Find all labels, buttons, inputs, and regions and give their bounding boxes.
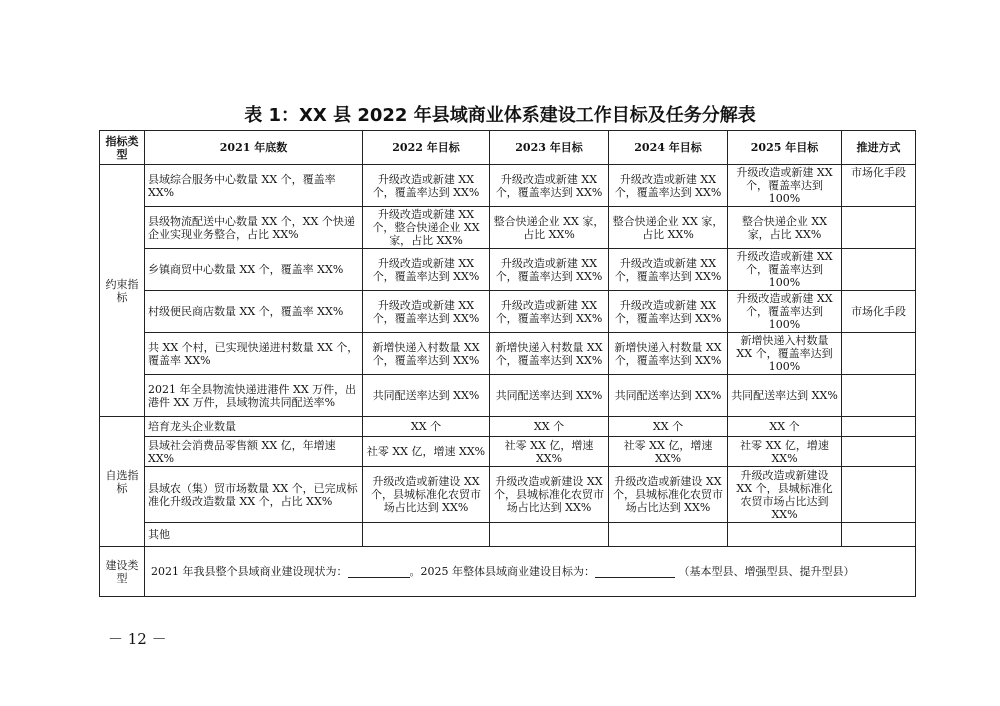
cell-2023 <box>490 523 609 547</box>
cell-2022: 升级改造或新建 XX 个，整合快递企业 XX 家，占比 XX% <box>363 207 490 249</box>
table-row <box>100 165 916 207</box>
cell-2022: 共同配送率达到 XX% <box>363 375 490 417</box>
cell-method: 市场化手段 <box>842 291 916 333</box>
cell-base: 乡镇商贸中心数量 XX 个，覆盖率 XX% <box>145 249 363 291</box>
table-row <box>100 375 916 417</box>
cell-2024: 整合快递企业 XX 家，占比 XX% <box>609 207 728 249</box>
cell-method: 市场化手段 <box>842 165 916 207</box>
cell-2022: 升级改造或新建 XX 个，覆盖率达到 XX% <box>363 165 490 207</box>
cell-2022: XX 个 <box>363 417 490 437</box>
cell-2024: 共同配送率达到 XX% <box>609 375 728 417</box>
cell-base: 县级物流配送中心数量 XX 个，XX 个快递企业实现业务整合，占比 XX% <box>145 207 363 249</box>
header-2024: 2024 年目标 <box>609 131 728 165</box>
build-type-statement <box>145 547 916 597</box>
cell-2024: 升级改造或新建 XX 个，覆盖率达到 XX% <box>609 291 728 333</box>
cell-base: 培育龙头企业数量 <box>145 417 363 437</box>
header-2022: 2022 年目标 <box>363 131 490 165</box>
table-row <box>100 333 916 375</box>
table-row <box>100 207 916 249</box>
cell-method <box>842 467 916 523</box>
header-2025: 2025 年目标 <box>728 131 842 165</box>
cell-base: 其他 <box>145 523 363 547</box>
build-type-row <box>100 547 916 597</box>
current-status-blank[interactable] <box>348 565 410 578</box>
cell-2023: 新增快递入村数量 XX 个，覆盖率达到 XX% <box>490 333 609 375</box>
cell-2025: 升级改造或新建 XX 个，覆盖率达到 100% <box>728 291 842 333</box>
cell-2023: 共同配送率达到 XX% <box>490 375 609 417</box>
cell-2025: XX 个 <box>728 417 842 437</box>
cell-2025: 共同配送率达到 XX% <box>728 375 842 417</box>
cell-2024: 升级改造或新建设 XX 个，县城标准化农贸市场占比达到 XX% <box>609 467 728 523</box>
cell-2023: XX 个 <box>490 417 609 437</box>
cell-2023: 社零 XX 亿，增速 XX% <box>490 437 609 467</box>
cell-2022: 升级改造或新建 XX 个，覆盖率达到 XX% <box>363 291 490 333</box>
cell-2024: 升级改造或新建 XX 个，覆盖率达到 XX% <box>609 165 728 207</box>
cell-2022: 升级改造或新建 XX 个，覆盖率达到 XX% <box>363 249 490 291</box>
cell-base: 2021 年全县物流快递进港件 XX 万件，出港件 XX 万件，县域物流共同配送率% <box>145 375 363 417</box>
table-row <box>100 417 916 437</box>
cell-2022: 社零 XX 亿，增速 XX% <box>363 437 490 467</box>
header-type: 指标类型 <box>100 131 145 165</box>
cell-2025: 整合快递企业 XX 家，占比 XX% <box>728 207 842 249</box>
table-row <box>100 291 916 333</box>
cell-2025: 升级改造或新建 XX 个，覆盖率达到 100% <box>728 165 842 207</box>
table-row <box>100 523 916 547</box>
cell-2025: 升级改造或新建设 XX 个，县城标准化农贸市场占比达到 XX% <box>728 467 842 523</box>
target-blank[interactable] <box>595 565 675 578</box>
header-base: 2021 年底数 <box>145 131 363 165</box>
cell-method <box>842 249 916 291</box>
cell-2023: 升级改造或新建 XX 个，覆盖率达到 XX% <box>490 249 609 291</box>
header-method: 推进方式 <box>842 131 916 165</box>
cell-method <box>842 207 916 249</box>
cell-2024: XX 个 <box>609 417 728 437</box>
cell-2025 <box>728 523 842 547</box>
cell-2022 <box>363 523 490 547</box>
cell-2024: 升级改造或新建 XX 个，覆盖率达到 XX% <box>609 249 728 291</box>
cell-2022: 升级改造或新建设 XX 个，县城标准化农贸市场占比达到 XX% <box>363 467 490 523</box>
cell-method <box>842 375 916 417</box>
cell-2024: 社零 XX 亿，增速 XX% <box>609 437 728 467</box>
table-title: 表 1：XX 县 2022 年县域商业体系建设工作目标及任务分解表 <box>244 105 756 126</box>
cell-2025: 升级改造或新建 XX 个，覆盖率达到 100% <box>728 249 842 291</box>
cell-base: 县域农（集）贸市场数量 XX 个，已完成标准化升级改造数量 XX 个，占比 XX% <box>145 467 363 523</box>
header-2023: 2023 年目标 <box>490 131 609 165</box>
cell-2025: 新增快递入村数量 XX 个，覆盖率达到 100% <box>728 333 842 375</box>
cell-2023: 升级改造或新建设 XX 个，县城标准化农贸市场占比达到 XX% <box>490 467 609 523</box>
build-statement-part1: 2021 年我县整个县域商业建设现状为： <box>151 565 348 578</box>
cell-2024: 新增快递入村数量 XX 个，覆盖率达到 XX% <box>609 333 728 375</box>
table-row <box>100 249 916 291</box>
group-constraint: 约束指标 <box>100 165 145 417</box>
cell-2025: 社零 XX 亿，增速 XX% <box>728 437 842 467</box>
page-number: － 12 － <box>108 630 167 648</box>
cell-base: 村级便民商店数量 XX 个，覆盖率 XX% <box>145 291 363 333</box>
cell-2023: 升级改造或新建 XX 个，覆盖率达到 XX% <box>490 291 609 333</box>
cell-method <box>842 523 916 547</box>
goals-table <box>99 130 916 597</box>
build-statement-part3: （基本型县、增强型县、提升型县） <box>678 565 855 578</box>
cell-2023: 整合快递企业 XX 家，占比 XX% <box>490 207 609 249</box>
cell-method <box>842 437 916 467</box>
cell-2024 <box>609 523 728 547</box>
table-row <box>100 467 916 523</box>
cell-2023: 升级改造或新建 XX 个，覆盖率达到 XX% <box>490 165 609 207</box>
cell-base: 县域社会消费品零售额 XX 亿，年增速 XX% <box>145 437 363 467</box>
cell-base: 县域综合服务中心数量 XX 个，覆盖率 XX% <box>145 165 363 207</box>
group-optional: 自选指标 <box>100 417 145 547</box>
group-build: 建设类型 <box>100 547 145 597</box>
cell-method <box>842 417 916 437</box>
cell-2022: 新增快递入村数量 XX 个，覆盖率达到 XX% <box>363 333 490 375</box>
build-statement-part2: 。2025 年整体县域商业建设目标为： <box>409 565 595 578</box>
cell-base: 共 XX 个村，已实现快递进村数量 XX 个，覆盖率 XX% <box>145 333 363 375</box>
table-row <box>100 437 916 467</box>
header-row <box>100 131 916 165</box>
cell-method <box>842 333 916 375</box>
